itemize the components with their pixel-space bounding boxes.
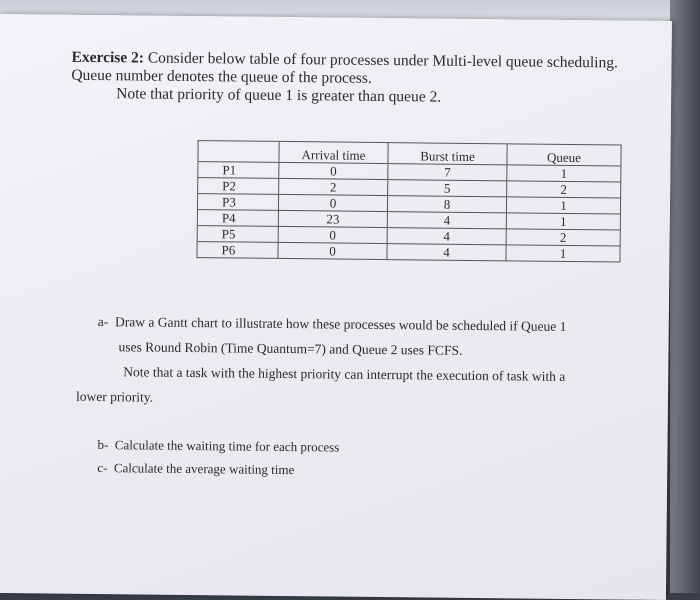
exercise-note: Note that priority of queue 1 is greater than queue 2.: [116, 85, 442, 106]
question-b-text: Calculate the waiting time for each process: [114, 437, 340, 455]
exercise-heading: [71, 49, 632, 109]
process-name: P5: [197, 226, 278, 243]
question-a-note1: Note that a task with the highest priority can interrupt the execution of task with a: [123, 364, 566, 384]
arrival-time: 0: [278, 226, 387, 243]
question-a-line2: uses Round Robin (Time Quantum=7) and Queue 2 uses FCFS.: [118, 339, 463, 358]
process-name: P1: [198, 162, 279, 179]
header-arrival-time: Arrival time: [279, 141, 388, 163]
burst-time: 8: [387, 196, 506, 213]
question-a: [76, 309, 607, 415]
question-c-text: Calculate the average waiting time: [113, 460, 295, 478]
questions-bc: [97, 433, 497, 483]
arrival-time: 0: [279, 162, 388, 179]
process-name: P3: [197, 194, 278, 211]
question-a-note2: lower priority.: [75, 388, 154, 405]
burst-time: 7: [388, 164, 507, 181]
burst-time: 4: [387, 244, 506, 261]
question-c-label: c-: [97, 460, 108, 476]
question-a-text: Draw a Gantt chart to illustrate how these processes would be scheduled if Queue 1: [114, 314, 567, 334]
exercise-label: Exercise 2:: [71, 48, 145, 67]
burst-time: 5: [388, 180, 507, 197]
question-c: [97, 456, 497, 483]
header-queue: Queue: [507, 144, 621, 166]
exercise-line2: Queue number denotes the queue of the process.: [71, 66, 372, 87]
exercise-intro: Consider below table of four processes under Multi-level queue scheduling.: [147, 49, 618, 72]
question-b-label: b-: [97, 437, 109, 453]
queue-number: 2: [507, 181, 621, 198]
queue-number: 1: [506, 197, 620, 214]
header-process: [198, 141, 279, 163]
question-a-label: a-: [97, 314, 109, 330]
arrival-time: 2: [279, 178, 388, 195]
process-name: P2: [198, 178, 279, 195]
process-name: P6: [197, 242, 278, 259]
queue-number: 2: [506, 229, 620, 246]
arrival-time: 0: [278, 194, 387, 211]
paper-sheet: [0, 14, 672, 600]
process-table: [196, 140, 621, 262]
arrival-time: 0: [278, 242, 387, 259]
background-right: [670, 0, 700, 593]
queue-number: 1: [506, 245, 620, 262]
process-name: P4: [197, 210, 278, 227]
table-row: [197, 242, 620, 262]
queue-number: 1: [506, 213, 620, 230]
arrival-time: 23: [278, 210, 387, 227]
burst-time: 4: [387, 228, 506, 245]
header-burst-time: Burst time: [388, 143, 507, 165]
burst-time: 4: [387, 212, 506, 229]
queue-number: 1: [507, 165, 621, 182]
